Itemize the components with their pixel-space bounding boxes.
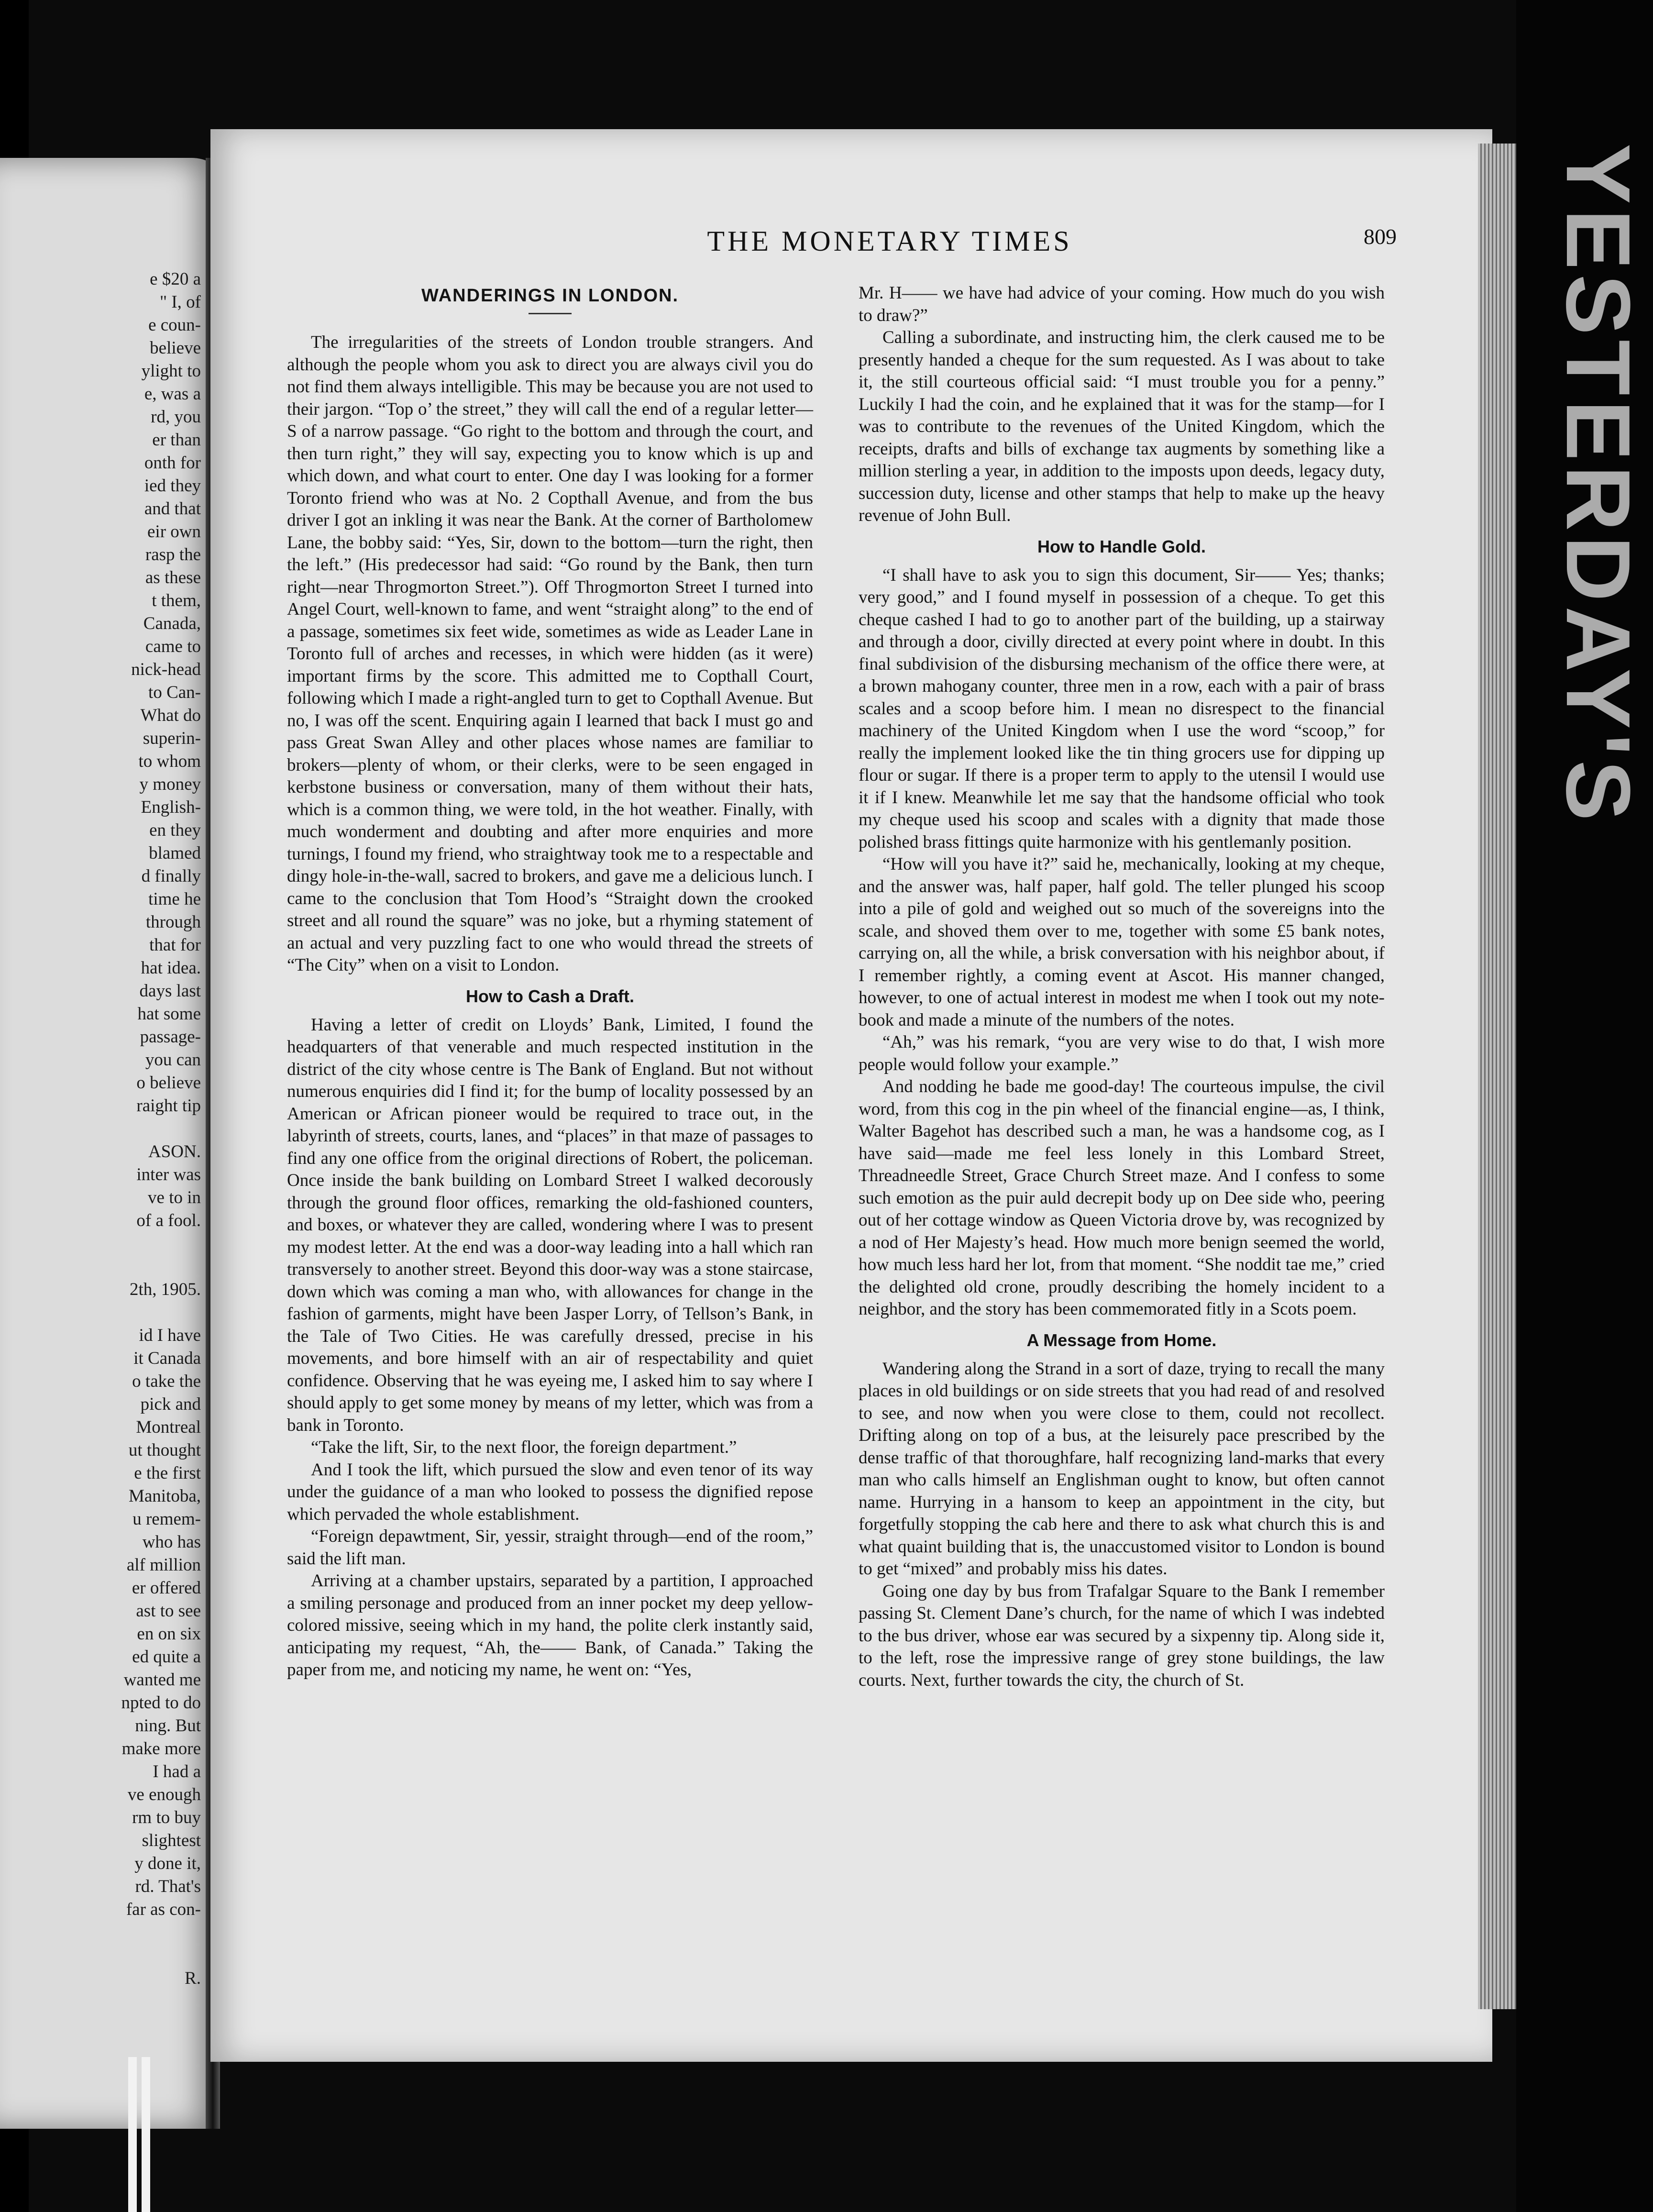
paragraph: Having a letter of credit on Lloyds’ Bank, Limited, I found the headquarters of that venerable and much respected institution in the district of the city whose centre is The Bank of England. But not without numerous enquiries did I find it; for the bump of locality possessed by an American or African pioneer would be required to trace out, in the labyrinth of streets, courts, lanes, and “places” in that maze of passages to find any one office from the original directions of Robert, the policeman. Once inside the bank building on Lombard Street I walked decorously through the ground floor offices, remarking the old-fashioned counters, and boxes, or whatever they are called, wondering where I was to present my modest letter. At the end was a door-way leading into a hall which ran transversely to another street. Beyond this door-way was a stone staircase, down which was coming a man who, with allowances for change in the fashion of garments, might have been Jasper Lorry, of Tellson’s Bank, in the Tale of Two Cities. He was carefully dressed, precise in his movements, and bore himself with an air of respectability and quiet confidence. Observing that he was eyeing me, I asked him to say where I should apply to get some money by means of my letter, which was from a bank in Toronto. [287, 1015, 813, 1435]
facing-page-text-fragment: e the first [134, 1463, 201, 1483]
facing-page-text-fragment: eir own [147, 522, 201, 542]
facing-page-text-fragment: o take the [132, 1371, 201, 1391]
facing-page-text-fragment: ve enough [127, 1785, 201, 1804]
paragraph: And nodding he bade me good-day! The courteous impulse, the civil word, from this cog in the pin wheel of the financial engine—as, I think, Walter Bagehot has described such a man, he was a handsome cog, as I have said—made me feel less lonely in this Lombard Street, Threadneedle Street, Grace Church Street maze. And I confess to some such emotion as the puir auld decrepit body up on Dee side who, peering out of her cottage window as Queen Victoria drove by, was recognized by a nod of Her Majesty’s head. How much more benign seemed the world, how much less hard her lot, from that moment. “She noddit tae me,” cried the delighted old crone, proudly describing the homely incident to a neighbor, and the story has been commemorated fitly in a Scots poem. [859, 1077, 1385, 1319]
facing-page-text-fragment: en they [149, 820, 201, 840]
facing-page-text-fragment: hat some [137, 1004, 201, 1024]
facing-page-text-fragment: t them, [152, 591, 201, 610]
facing-page-text-fragment: English- [141, 797, 201, 817]
running-head: THE MONETARY TIMES [707, 225, 1072, 257]
paragraph: Going one day by bus from Trafalgar Square to the Bank I remember passing St. Clement Dane’s church, for the name of which I was indebted to the bus driver, whose ear was secured by a sixpenny tip. Along side it, to the left, rose the impressive range of grey stone buildings, the law courts. Next, further towards the city, the church of St. [859, 1581, 1385, 1690]
facing-page-text-fragment: to whom [138, 752, 201, 771]
facing-page-fragment [0, 158, 220, 2129]
facing-page-text-fragment: rd, you [151, 407, 201, 427]
facing-page-text-fragment: er offered [132, 1578, 201, 1598]
facing-page-text-fragment: as these [145, 568, 201, 587]
facing-page-text-fragment: y done it, [134, 1854, 201, 1873]
facing-page-text-fragment: npted to do [121, 1693, 201, 1713]
facing-page-text-fragment: inter was [136, 1165, 201, 1184]
facing-page-text-fragment: What do [140, 706, 201, 725]
facing-page-text-fragment: Manitoba, [128, 1486, 201, 1506]
facing-page-text-fragment: it Canada [133, 1349, 201, 1368]
paragraph: The irregularities of the streets of London trouble strangers. And although the people whom you ask to direct you are always civil you do not find them always intelligible. This may be because you are not used to their jargon. “Top o’ the street,” they will call the end of a regular letter—S of a narrow passage. “Go right to the bottom and through the court, and then turn right,” they will say, expecting you to know which is up and which down, and what court to enter. One day I was looking for a former Toronto friend who was at No. 2 Copthall Avenue, and from the bus driver I got an inkling it was near the Bank. At the corner of Bartholomew Lane, the bobby said: “Yes, Sir, down to the bottom—turn the right, then the left.” (His predecessor had said: “Go round by the Bank, then turn right—near Throgmorton Street.”). Off Throgmorton Street I turned into Angel Court, well-known to fame, and went “straight along” to the end of a passage, sometimes six feet wide, sometimes as wide as Leader Lane in Toronto full of arches and recesses, in which were hidden (as it were) important firms by the score. This admitted me to Copthall Court, following which I made a right-angled turn to get to Copthall Avenue. But no, I was off the scent. Enquiring again I learned that back I must go and pass Great Swan Alley and other places whose names are familiar to brokers—plenty of whom, or their clerks, were to be seen engaged in kerbstone business or conversation, many of them without their hats, which is a common thing, we were told, in the hot weather. Finally, with much wonderment and doubting and after more enquiries and more turnings, I found my friend, who straightway took me to a respectable and dingy hole-in-the-wall, sacred to brokers, and gave me a delicious lunch. I came to the conclusion that Tom Hood’s “Straight down the crooked street and all round the square” was no joke, but a rhyming statement of an actual and very puzzling fact to one who would thread the streets of “The City” when on a visit to London. [287, 332, 813, 975]
paragraph: Mr. H—— we have had advice of your coming. How much do you wish to draw?” [859, 283, 1385, 325]
facing-page-text-fragment: " I, of [160, 292, 201, 312]
facing-page-text-fragment: er than [152, 430, 201, 450]
subheading: A Message from Home. [1026, 1330, 1217, 1350]
facing-page-text-fragment: and that [144, 499, 201, 519]
paragraph: “I shall have to ask you to sign this document, Sir—— Yes; thanks; very good,” and I found myself in possession of a cheque. To get this cheque cashed I had to go to another part of the building, up a stairway and through a door, civilly directed at every point where in doubt. In this final subdivision of the disbursing mechanism of the office there were, at a brown mahogany counter, three men in a row, each with a pair of brass scales and a scoop before him. I mean no disrespect to the financial machinery of the United Kingdom when I use the word “scoop,” for really the implement looked like the tin thing grocers use for dipping up flour or sugar. If there is a proper term to apply to the utensil I would use it if I knew. Meanwhile let me say that the handsome official who took my cheque used his scoop and scales with a dignity that made those polished brass fittings quite harmonize with his gentlemanly position. [859, 565, 1385, 852]
facing-page-text-fragment: wanted me [123, 1670, 201, 1690]
facing-page-text-fragment: id I have [139, 1326, 201, 1345]
facing-page-text-fragment: e, was a [144, 384, 201, 404]
facing-page-text-fragment: hat idea. [141, 958, 201, 978]
facing-page-text-fragment: R. [185, 1969, 201, 1988]
facing-page-text-fragment: time he [148, 889, 201, 909]
facing-page-text-fragment: d finally [141, 866, 201, 886]
facing-page-text-fragment: o believe [136, 1073, 201, 1093]
facing-page-text-fragment: make more [121, 1739, 201, 1759]
left-column [287, 282, 813, 1681]
facing-page-text-fragment: passage- [140, 1027, 201, 1047]
article-title: WANDERINGS IN LONDON. [421, 286, 679, 306]
facing-page-text-fragment: Canada, [143, 614, 201, 633]
facing-page-text-fragment: y money [139, 774, 201, 794]
paragraph: “Foreign depawtment, Sir, yessir, straight through—end of the room,” said the lift man. [287, 1526, 813, 1569]
facing-page-text-fragment: that for [149, 935, 201, 955]
facing-page-text-fragment: en on six [137, 1624, 201, 1644]
facing-page-text-fragment: rd. That's [135, 1877, 201, 1896]
paragraph: And I took the lift, which pursued the slow and even tenor of its way under the guidance of a man who looked to possess the dignified repose which pervaded the whole establishment. [287, 1460, 813, 1524]
paragraph: Calling a subordinate, and instructing him, the clerk caused me to be presently handed a cheque for the sum requested. As I was about to take it, the still courteous official said: “I must trouble you for a penny.” Luckily I had the coin, and he explained that it was for the stamp—for I was to contribute to the revenues of the United Kingdom, which the receipts, drafts and bills of exchange tax augments by something like a million sterling a year, in addition to the imposts upon deeds, legacy duty, succession duty, license and other stamps that help to make up the heavy revenue of John Bull. [859, 328, 1385, 525]
facing-page-text-fragment: rasp the [145, 545, 201, 564]
subheading: How to Cash a Draft. [465, 986, 635, 1006]
paragraph: “Take the lift, Sir, to the next floor, the foreign department.” [311, 1438, 737, 1457]
facing-page-text-fragment: e coun- [148, 315, 201, 335]
facing-page-text-fragment: 2th, 1905. [129, 1280, 201, 1299]
facing-page-text-fragment: nick-head [131, 660, 201, 679]
facing-page-text-fragment: ied they [144, 476, 201, 496]
right-column [859, 282, 1385, 1692]
paragraph: “Ah,” was his remark, “you are very wise to do that, I wish more people would follow your example.” [859, 1032, 1385, 1074]
facing-page-text-fragment: ning. But [135, 1716, 201, 1736]
facing-page-text-fragment: of a fool. [136, 1211, 201, 1230]
facing-page-text-fragment: blamed [149, 843, 201, 863]
facing-page-text-fragment: pick and [140, 1394, 201, 1414]
facing-page-text-fragment: ASON. [148, 1142, 201, 1161]
facing-page-text-fragment: who has [142, 1532, 201, 1552]
binding-strip [128, 2057, 137, 2212]
facing-page-text-fragment: alf million [126, 1555, 201, 1575]
paragraph: Arriving at a chamber upstairs, separated by a partition, I approached a smiling personage and produced from an inner pocket my deep yellow-colored missive, seeing which in my hand, the polite clerk instantly said, anticipating my request, “Ah, the—— Bank, of Canada.” Taking the paper from me, and noticing my name, he went on: “Yes, [287, 1571, 813, 1680]
facing-page-text-fragment: ed quite a [132, 1647, 201, 1667]
paragraph: “How will you have it?” said he, mechanically, looking at my cheque, and the answer was, half paper, half gold. The teller plunged his scoop into a pile of gold and weighed out so much of the sovereigns into the scale, and shoved them over to me, together with some £5 bank notes, carrying on, all the while, a brisk conversation with his neighbor about, if I remember rightly, a coming event at Ascot. His manner changed, however, to one of actual interest in modest me when I took out my note-book and made a minute of the numbers of the notes. [859, 854, 1385, 1030]
facing-page-text-fragment: came to [145, 637, 201, 656]
title-rule [529, 313, 572, 314]
binding-strip [142, 2057, 150, 2212]
facing-page-text-fragment: believe [150, 338, 201, 358]
facing-page-text-fragment: rm to buy [132, 1808, 201, 1827]
facing-page-text-fragment: u remem- [132, 1509, 201, 1529]
facing-page-text-fragment: onth for [144, 453, 201, 473]
page-number: 809 [1364, 224, 1397, 249]
paragraph: Wandering along the Strand in a sort of daze, trying to recall the many places in old buildings or on side streets that you had read of and resolved to see, and now when you were close to them, could not recollect. Drifting along on top of a bus, at the leisurely pace prescribed by the dense traffic of that thoroughfare, half recognizing land-marks that every man who calls himself an Englishman ought to know, but often cannot name. Hurrying in a hansom to keep an appointment in the city, but forgetfully stopping the cab here and there to ask what church this is and what quaint building that is, the unaccustomed visitor to London is bound to get “mixed” and probably miss his dates. [859, 1359, 1385, 1579]
facing-page-text-fragment: Montreal [136, 1417, 201, 1437]
facing-page-text-fragment: e $20 a [150, 269, 201, 289]
facing-page-text-fragment: you can [145, 1050, 201, 1070]
subheading: How to Handle Gold. [1037, 536, 1206, 556]
facing-page-text-fragment: through [145, 912, 201, 932]
facing-page-text-fragment: days last [139, 981, 201, 1001]
facing-page-text-fragment: raight tip [136, 1096, 201, 1116]
facing-page-text-fragment: slightest [142, 1831, 201, 1850]
board-lettering: YESTERDAY'S [1547, 144, 1649, 826]
facing-page-text-fragment: I had a [153, 1762, 201, 1781]
facing-page-text-fragment: ve to in [148, 1188, 201, 1207]
facing-page-text-fragment: superin- [143, 729, 201, 748]
facing-page-text-fragment: ast to see [136, 1601, 201, 1621]
facing-page-text-fragment: to Can- [148, 683, 201, 702]
facing-page-text-fragment: far as con- [126, 1900, 201, 1919]
facing-page-text-fragment: ut thought [128, 1440, 201, 1460]
facing-page-text-fragment: ylight to [141, 361, 201, 381]
